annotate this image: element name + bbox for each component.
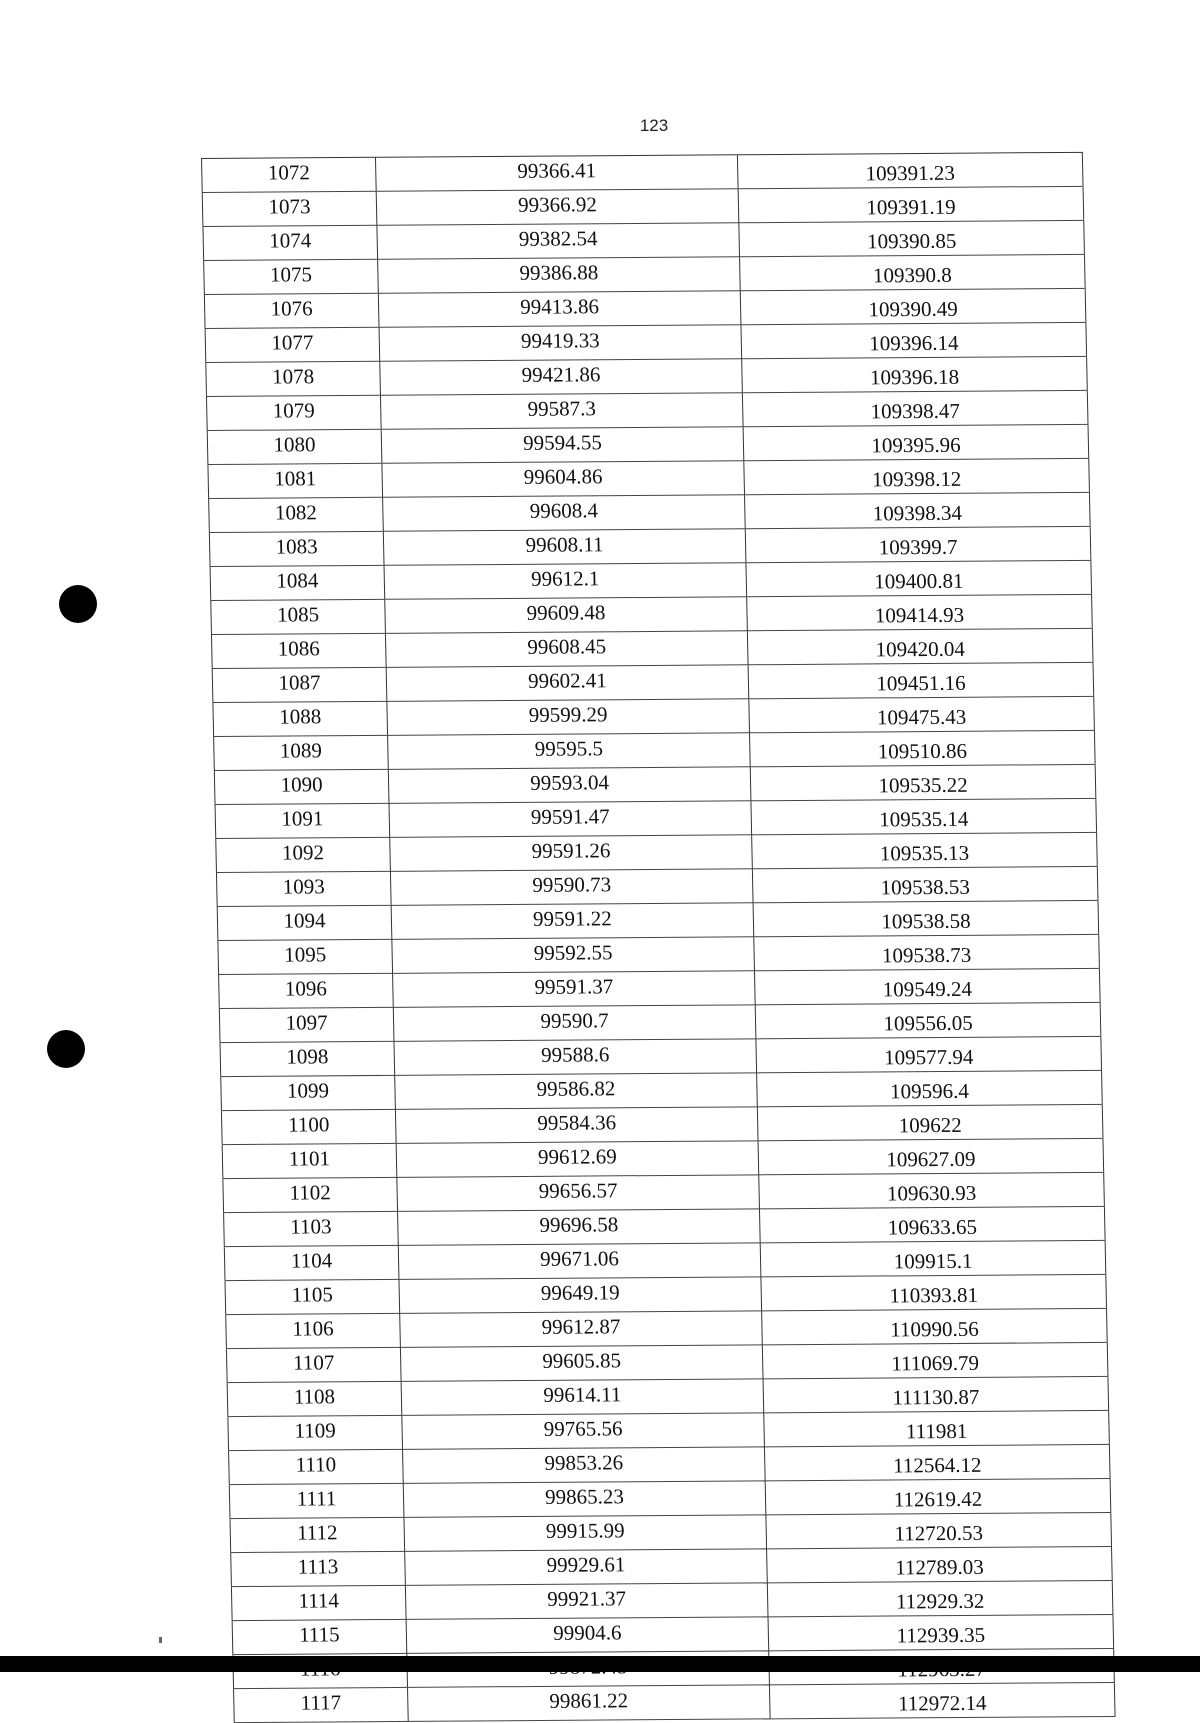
point-id-cell: 1112 [230,1517,405,1552]
y-value-cell: 109535.13 [752,832,1098,868]
point-id-cell: 1072 [202,157,377,192]
x-value-cell: 99604.86 [382,461,745,498]
coordinate-table [201,152,1116,1723]
coordinate-table-container [201,152,1112,1723]
point-id-cell: 1084 [210,565,385,600]
point-id-cell: 1081 [208,463,383,498]
point-id-cell: 1110 [229,1449,404,1484]
table-row [229,1444,1111,1484]
table-row [230,1512,1112,1552]
x-value-cell: 99586.82 [395,1073,758,1110]
x-value-cell: 99608.45 [385,631,748,668]
y-value-cell: 109538.73 [754,934,1100,970]
table-row [215,798,1097,838]
y-value-cell: 109915.1 [760,1240,1106,1276]
table-row [224,1206,1106,1246]
point-id-cell: 1076 [204,293,379,328]
x-value-cell: 99584.36 [395,1107,758,1144]
table-body [202,152,1116,1722]
x-value-cell: 99382.54 [377,223,740,260]
y-value-cell: 111130.87 [763,1376,1109,1412]
y-value-cell: 109395.96 [743,424,1089,460]
y-value-cell: 109398.12 [744,458,1090,494]
x-value-cell: 99612.69 [396,1141,759,1178]
y-value-cell: 109390.49 [740,288,1086,324]
y-value-cell: 112720.53 [766,1512,1112,1548]
point-id-cell: 1098 [220,1041,395,1076]
y-value-cell: 109622 [757,1104,1103,1140]
point-id-cell: 1090 [214,769,389,804]
point-id-cell: 1074 [203,225,378,260]
x-value-cell: 99386.88 [378,257,741,294]
point-id-cell: 1106 [226,1313,401,1348]
table-row [202,152,1084,192]
y-value-cell: 109538.53 [752,866,1098,902]
table-row [202,186,1084,226]
table-row [214,730,1096,770]
y-value-cell: 109596.4 [757,1070,1103,1106]
point-id-cell: 1105 [225,1279,400,1314]
table-row [227,1376,1109,1416]
x-value-cell: 99366.41 [375,155,738,192]
x-value-cell: 99853.26 [403,1447,766,1484]
point-id-cell: 1092 [216,837,391,872]
table-row [207,424,1089,464]
x-value-cell: 99588.6 [394,1039,757,1076]
point-id-cell: 1107 [226,1347,401,1382]
y-value-cell: 109556.05 [755,1002,1101,1038]
x-value-cell: 99765.56 [402,1413,765,1450]
x-value-cell: 99590.7 [393,1005,756,1042]
x-value-cell: 99413.86 [378,291,741,328]
table-row [213,696,1095,736]
punch-hole-top [59,585,97,623]
table-row [226,1342,1108,1382]
point-id-cell: 1103 [224,1211,399,1246]
table-row [229,1478,1111,1518]
point-id-cell: 1102 [223,1177,398,1212]
x-value-cell: 99649.19 [399,1277,762,1314]
y-value-cell: 112939.35 [768,1614,1114,1650]
x-value-cell: 99594.55 [381,427,744,464]
table-row [204,288,1086,328]
y-value-cell: 109627.09 [758,1138,1104,1174]
y-value-cell: 109630.93 [759,1172,1105,1208]
y-value-cell: 112619.42 [765,1478,1111,1514]
point-id-cell: 1088 [213,701,388,736]
x-value-cell: 99921.37 [405,1583,768,1620]
y-value-cell: 112564.12 [764,1444,1110,1480]
point-id-cell: 1089 [214,735,389,770]
point-id-cell: 1113 [231,1551,406,1586]
point-id-cell: 1087 [212,667,387,702]
point-id-cell: 1115 [232,1619,407,1654]
point-id-cell: 1078 [206,361,381,396]
table-row [231,1580,1113,1620]
x-value-cell: 99612.87 [400,1311,763,1348]
point-id-cell: 1117 [234,1687,409,1722]
y-value-cell: 109396.18 [742,356,1088,392]
x-value-cell: 99366.92 [376,189,739,226]
point-id-cell: 1083 [209,531,384,566]
x-value-cell: 99591.47 [389,801,752,838]
table-row [223,1172,1105,1212]
x-value-cell: 99419.33 [379,325,742,362]
table-row [225,1274,1107,1314]
y-value-cell: 109391.19 [738,186,1084,222]
y-value-cell: 109398.34 [745,492,1091,528]
x-value-cell: 99587.3 [380,393,743,430]
x-value-cell: 99608.4 [383,495,746,532]
point-id-cell: 1077 [205,327,380,362]
point-id-cell: 1094 [217,905,392,940]
y-value-cell: 109633.65 [759,1206,1105,1242]
x-value-cell: 99602.41 [386,665,749,702]
x-value-cell: 99590.73 [390,869,753,906]
y-value-cell: 109400.81 [746,560,1092,596]
y-value-cell: 109475.43 [749,696,1095,732]
y-value-cell: 111069.79 [762,1342,1108,1378]
y-value-cell: 109510.86 [749,730,1095,766]
point-id-cell: 1104 [224,1245,399,1280]
point-id-cell: 1073 [202,191,377,226]
punch-hole-bottom [47,1030,85,1068]
y-value-cell: 109535.22 [750,764,1096,800]
y-value-cell: 112929.32 [767,1580,1113,1616]
point-id-cell: 1095 [218,939,393,974]
x-value-cell: 99592.55 [392,937,755,974]
y-value-cell: 109396.14 [741,322,1087,358]
point-id-cell: 1108 [227,1381,402,1416]
point-id-cell: 1096 [219,973,394,1008]
table-row [206,390,1088,430]
y-value-cell: 110393.81 [761,1274,1107,1310]
table-row [220,1036,1102,1076]
point-id-cell: 1082 [209,497,384,532]
y-value-cell: 110990.56 [762,1308,1108,1344]
y-value-cell: 109390.8 [740,254,1086,290]
x-value-cell: 99696.58 [398,1209,761,1246]
page-number: 123 [639,116,669,135]
table-row [232,1614,1114,1654]
table-row [216,866,1098,906]
x-value-cell: 99865.23 [403,1481,766,1518]
y-value-cell: 111981 [764,1410,1110,1446]
point-id-cell: 1101 [222,1143,397,1178]
table-row [211,594,1093,634]
x-value-cell: 99671.06 [398,1243,761,1280]
x-value-cell: 99599.29 [387,699,750,736]
y-value-cell: 109398.47 [742,390,1088,426]
x-value-cell: 99595.5 [388,733,751,770]
point-id-cell: 1097 [219,1007,394,1042]
table-row [203,220,1085,260]
y-value-cell: 112789.03 [767,1546,1113,1582]
table-row [218,934,1100,974]
point-id-cell: 1109 [228,1415,403,1450]
point-id-cell: 1093 [216,871,391,906]
x-value-cell: 99861.22 [408,1685,771,1722]
x-value-cell: 99608.11 [383,529,746,566]
table-row [216,832,1098,872]
x-value-cell: 99591.37 [393,971,756,1008]
point-id-cell: 1111 [229,1483,404,1518]
point-id-cell: 1100 [221,1109,396,1144]
x-value-cell: 99591.26 [390,835,753,872]
y-value-cell: 112972.14 [769,1682,1115,1718]
table-row [214,764,1096,804]
table-row [209,492,1091,532]
x-value-cell: 99605.85 [400,1345,763,1382]
table-row [208,458,1090,498]
point-id-cell: 1114 [231,1585,406,1620]
table-row [205,322,1087,362]
stray-mark [159,1637,162,1643]
point-id-cell: 1079 [206,395,381,430]
table-row [206,356,1088,396]
y-value-cell: 109414.93 [747,594,1093,630]
x-value-cell: 99612.1 [384,563,747,600]
y-value-cell: 109538.58 [753,900,1099,936]
y-value-cell: 109391.23 [737,152,1083,188]
y-value-cell: 109399.7 [745,526,1091,562]
y-value-cell: 109535.14 [751,798,1097,834]
x-value-cell: 99609.48 [385,597,748,634]
x-value-cell: 99929.61 [405,1549,768,1586]
point-id-cell: 1075 [204,259,379,294]
table-row [212,662,1094,702]
x-value-cell: 99593.04 [388,767,751,804]
table-row [234,1682,1116,1722]
point-id-cell: 1080 [207,429,382,464]
y-value-cell: 109577.94 [756,1036,1102,1072]
table-row [211,628,1093,668]
table-row [231,1546,1113,1586]
x-value-cell: 99904.6 [406,1617,769,1654]
y-value-cell: 109420.04 [747,628,1093,664]
y-value-cell: 109451.16 [748,662,1094,698]
y-value-cell: 109390.85 [739,220,1085,256]
x-value-cell: 99421.86 [380,359,743,396]
point-id-cell: 1091 [215,803,390,838]
table-row [217,900,1099,940]
x-value-cell: 99591.22 [391,903,754,940]
point-id-cell: 1085 [211,599,386,634]
x-value-cell: 99656.57 [397,1175,760,1212]
table-row [210,560,1092,600]
table-row [226,1308,1108,1348]
y-value-cell: 109549.24 [754,968,1100,1004]
x-value-cell: 99915.99 [404,1515,767,1552]
table-row [219,968,1101,1008]
table-row [219,1002,1101,1042]
scan-edge-band [0,1656,1200,1672]
x-value-cell: 99614.11 [401,1379,764,1416]
point-id-cell: 1086 [211,633,386,668]
table-row [222,1138,1104,1178]
point-id-cell: 1099 [221,1075,396,1110]
